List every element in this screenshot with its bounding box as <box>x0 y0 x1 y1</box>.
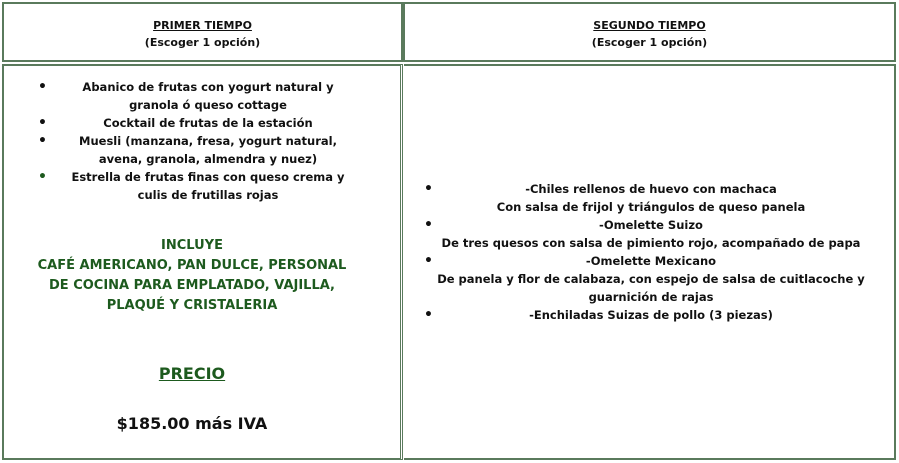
bullet-icon: • <box>38 169 47 185</box>
bullet-icon: • <box>424 307 433 323</box>
includes-block <box>4 236 380 316</box>
item-text: Muesli (manzana, fresa, yogurt natural, avena, granola, almendra y nuez) <box>79 134 337 166</box>
segundo-tiempo-body <box>404 64 896 460</box>
includes-line: CAFÉ AMERICANO, PAN DULCE, PERSONAL <box>37 258 347 273</box>
item-text: Cocktail de frutas de la estación <box>103 116 313 130</box>
segundo-tiempo-list <box>414 180 888 324</box>
bullet-icon: • <box>38 79 47 95</box>
dish-description: De panela y flor de calabaza, con espejo de salsa de cuitlacoche y guarnición de rajas <box>437 272 865 304</box>
includes-heading: INCLUYE <box>161 238 223 253</box>
list-item <box>414 180 888 216</box>
list-item <box>28 114 388 132</box>
list-item <box>28 132 388 168</box>
list-item <box>414 216 888 252</box>
menu-table <box>2 2 896 460</box>
bullet-icon: • <box>38 115 47 131</box>
bullet-icon: • <box>424 217 433 233</box>
bullet-icon: • <box>424 181 433 197</box>
primer-tiempo-list <box>28 78 388 204</box>
dish-name: -Omelette Suizo <box>599 218 703 232</box>
price-value: $185.00 más IVA <box>116 414 268 433</box>
bullet-icon: • <box>38 133 47 149</box>
dish-name: -Chiles rellenos de huevo con machaca <box>525 182 777 196</box>
primer-tiempo-subtitle: (Escoger 1 opción) <box>144 36 261 49</box>
item-text: Abanico de frutas con yogurt natural y granola ó queso cottage <box>82 80 334 112</box>
item-text: Estrella de frutas finas con queso crema y culis de frutillas rojas <box>71 170 345 202</box>
list-item <box>28 168 388 204</box>
primer-tiempo-body <box>2 64 403 460</box>
includes-line: DE COCINA PARA EMPLATADO, VAJILLA, <box>49 278 335 293</box>
list-item <box>28 78 388 114</box>
dish-description: De tres quesos con salsa de pimiento rojo, acompañado de papa <box>441 236 861 250</box>
header-segundo-tiempo <box>403 2 896 62</box>
price-label: PRECIO <box>158 364 226 383</box>
dish-name: -Enchiladas Suizas de pollo (3 piezas) <box>529 308 773 322</box>
segundo-tiempo-title: SEGUNDO TIEMPO <box>593 19 706 32</box>
includes-line: PLAQUÉ Y CRISTALERIA <box>106 298 278 313</box>
list-item <box>414 306 888 324</box>
segundo-tiempo-subtitle: (Escoger 1 opción) <box>591 36 708 49</box>
bullet-icon: • <box>424 253 433 269</box>
list-item <box>414 252 888 306</box>
dish-description: Con salsa de frijol y triángulos de queso panela <box>496 200 806 214</box>
primer-tiempo-title: PRIMER TIEMPO <box>153 19 252 32</box>
header-primer-tiempo <box>2 2 403 62</box>
dish-name: -Omelette Mexicano <box>585 254 717 268</box>
